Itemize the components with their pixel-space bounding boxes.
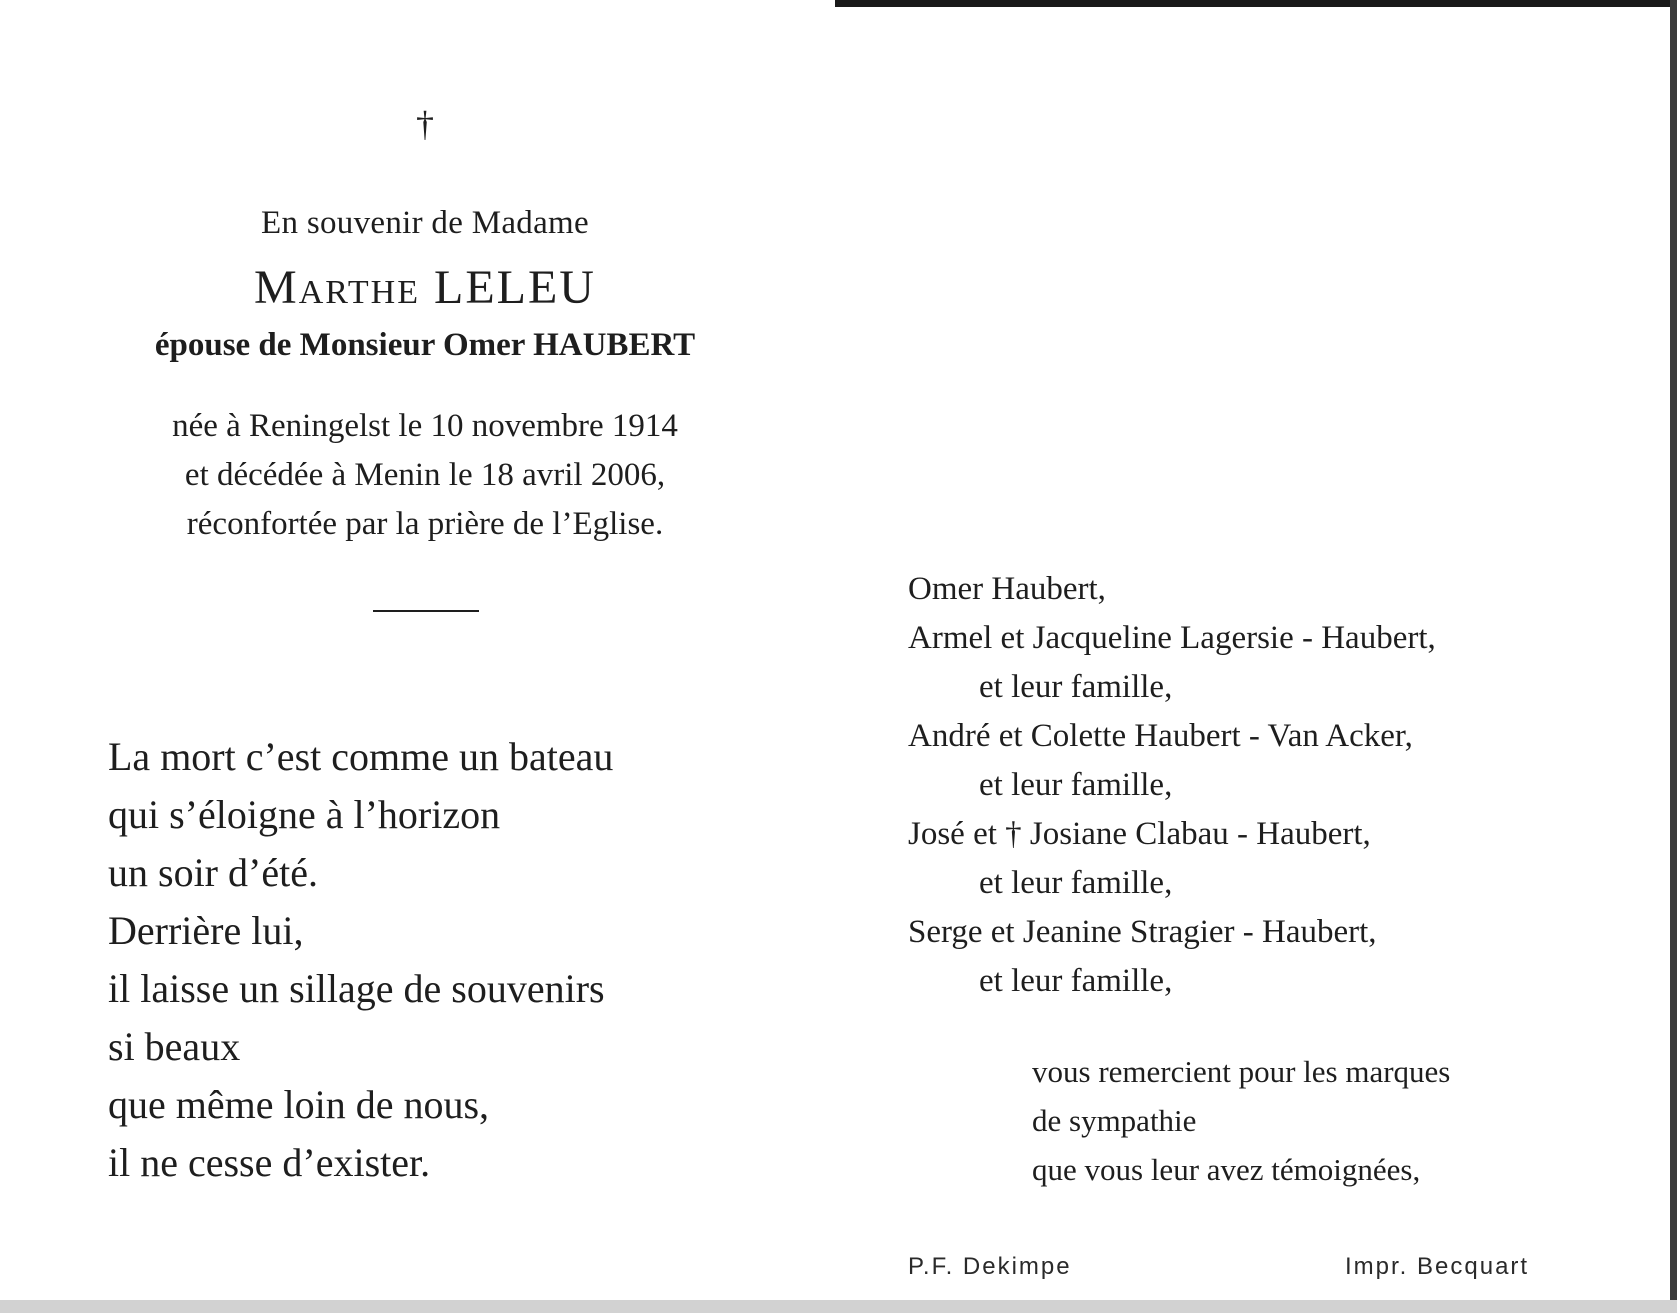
family-member: Omer Haubert, — [908, 571, 1106, 607]
funeral-home-credit: P.F. Dekimpe — [908, 1253, 1072, 1280]
poem-line: La mort c’est comme un bateau — [108, 734, 614, 779]
birth-line: née à Reningelst le 10 novembre 1914 — [172, 408, 678, 444]
family-note: et leur famille, — [979, 865, 1173, 901]
cross-symbol: † — [416, 104, 434, 144]
poem-line: si beaux — [108, 1024, 241, 1069]
thanks-line: de sympathie — [1032, 1103, 1197, 1138]
scan-right-edge — [1670, 0, 1677, 1313]
poem-line: un soir d’été. — [108, 850, 318, 895]
first-name-rest: arthe — [298, 261, 420, 314]
family-member: Armel et Jacqueline Lagersie - Haubert, — [908, 620, 1436, 656]
family-member: José et † Josiane Clabau - Haubert, — [908, 816, 1371, 852]
poem-line: qui s’éloigne à l’horizon — [108, 792, 501, 837]
poem-line: Derrière lui, — [108, 908, 304, 953]
poem — [108, 728, 613, 1192]
last-name: LELEU — [434, 261, 596, 314]
family-member: Serge et Jeanine Stragier - Haubert, — [908, 914, 1377, 950]
family-list — [908, 565, 1436, 1006]
scan-top-edge — [835, 0, 1677, 7]
deceased-name — [100, 260, 750, 315]
poem-line: il laisse un sillage de souvenirs — [108, 966, 605, 1011]
family-note: et leur famille, — [979, 669, 1173, 705]
family-note: et leur famille, — [979, 767, 1173, 803]
spouse-line: épouse de Monsieur Omer HAUBERT — [154, 327, 696, 363]
dates-block — [100, 402, 750, 549]
comfort-line: réconfortée par la prière de l’Eglise. — [186, 506, 664, 542]
poem-line: il ne cesse d’exister. — [108, 1140, 431, 1185]
family-note: et leur famille, — [979, 963, 1173, 999]
thanks-line: que vous leur avez témoignées, — [1032, 1152, 1421, 1187]
intro-line: En souvenir de Madame — [261, 205, 589, 241]
poem-line: que même loin de nous, — [108, 1082, 490, 1127]
thanks-block — [1032, 1047, 1450, 1194]
first-name-initial: M — [254, 261, 299, 314]
family-member: André et Colette Haubert - Van Acker, — [908, 718, 1413, 754]
divider-rule — [373, 610, 479, 612]
scan-bottom-edge — [0, 1300, 1677, 1313]
printer-credit: Impr. Becquart — [1345, 1253, 1530, 1280]
death-line: et décédée à Menin le 18 avril 2006, — [184, 457, 666, 493]
thanks-line: vous remercient pour les marques — [1032, 1054, 1451, 1089]
